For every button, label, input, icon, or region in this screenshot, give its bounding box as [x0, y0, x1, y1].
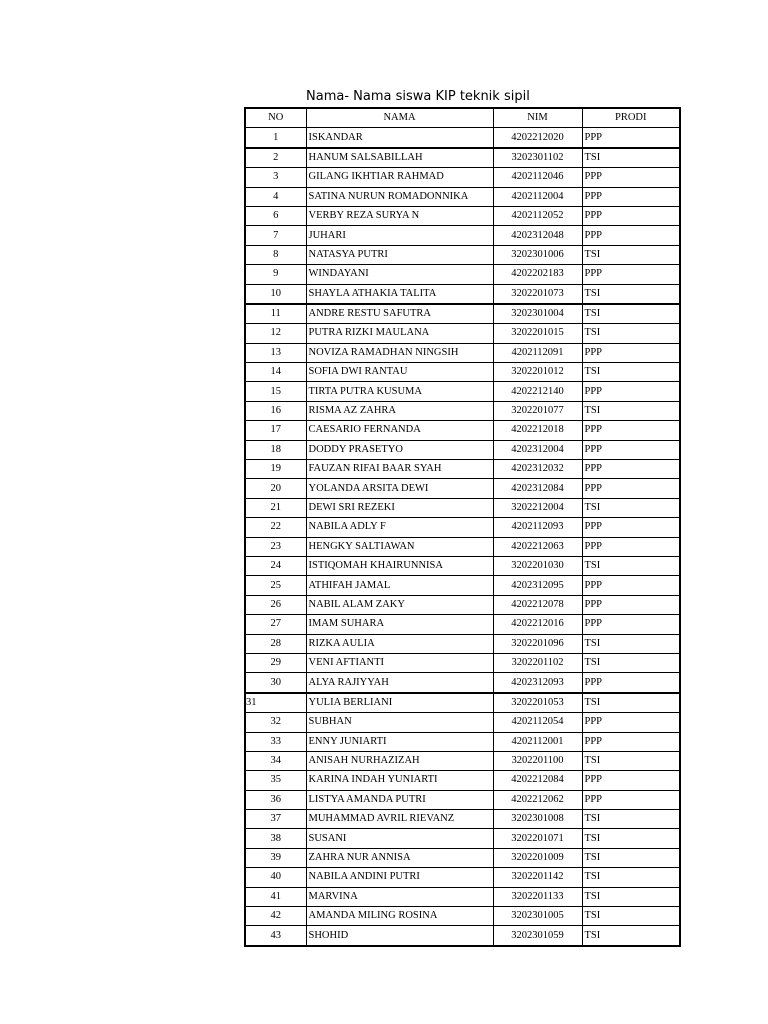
cell-prodi: TSI — [582, 926, 680, 946]
table-row — [245, 440, 680, 459]
cell-nama: NABIL ALAM ZAKY — [306, 595, 493, 614]
cell-prodi: TSI — [582, 634, 680, 653]
cell-prodi: PPP — [582, 771, 680, 790]
cell-prodi: PPP — [582, 576, 680, 595]
cell-nama: PUTRA RIZKI MAULANA — [306, 324, 493, 343]
cell-nim: 3202201102 — [493, 653, 582, 672]
cell-nim: 3202301059 — [493, 926, 582, 946]
cell-no: 18 — [245, 440, 306, 459]
cell-nama: NOVIZA RAMADHAN NINGSIH — [306, 343, 493, 362]
cell-prodi: PPP — [582, 673, 680, 693]
cell-nim: 3202212004 — [493, 498, 582, 517]
cell-prodi: PPP — [582, 460, 680, 479]
cell-nama: TIRTA PUTRA KUSUMA — [306, 382, 493, 401]
cell-nim: 3202201071 — [493, 829, 582, 848]
cell-no: 19 — [245, 460, 306, 479]
table-row — [245, 810, 680, 829]
table-row — [245, 382, 680, 401]
cell-no: 4 — [245, 187, 306, 206]
cell-nama: SUBHAN — [306, 713, 493, 732]
cell-nama: SUSANI — [306, 829, 493, 848]
table-row — [245, 790, 680, 809]
cell-no: 13 — [245, 343, 306, 362]
table-body — [245, 128, 680, 946]
table-row — [245, 284, 680, 304]
cell-nama: LISTYA AMANDA PUTRI — [306, 790, 493, 809]
cell-nim: 4202312004 — [493, 440, 582, 459]
cell-prodi: PPP — [582, 537, 680, 556]
cell-nim: 3202201030 — [493, 556, 582, 575]
cell-prodi: TSI — [582, 284, 680, 304]
cell-prodi: TSI — [582, 556, 680, 575]
table-row — [245, 615, 680, 634]
cell-nama: HENGKY SALTIAWAN — [306, 537, 493, 556]
cell-nama: SHOHID — [306, 926, 493, 946]
cell-nama: IMAM SUHARA — [306, 615, 493, 634]
cell-no: 35 — [245, 771, 306, 790]
table-row — [245, 673, 680, 693]
table-row — [245, 868, 680, 887]
table-row — [245, 128, 680, 148]
table-row — [245, 576, 680, 595]
table-row — [245, 304, 680, 324]
cell-nama: SATINA NURUN ROMADONNIKA — [306, 187, 493, 206]
cell-prodi: TSI — [582, 324, 680, 343]
cell-nim: 4202112054 — [493, 713, 582, 732]
cell-nama: DODDY PRASETYO — [306, 440, 493, 459]
cell-no: 41 — [245, 887, 306, 906]
cell-nim: 3202201015 — [493, 324, 582, 343]
cell-nim: 3202301006 — [493, 245, 582, 264]
table-row — [245, 148, 680, 168]
table-row — [245, 324, 680, 343]
cell-nama: NABILA ADLY F — [306, 518, 493, 537]
cell-no: 24 — [245, 556, 306, 575]
cell-nama: ENNY JUNIARTI — [306, 732, 493, 751]
document-title: Nama- Nama siswa KIP teknik sipil — [306, 89, 530, 104]
table-row — [245, 187, 680, 206]
cell-no: 25 — [245, 576, 306, 595]
cell-prodi: PPP — [582, 518, 680, 537]
cell-no: 32 — [245, 713, 306, 732]
cell-no: 7 — [245, 226, 306, 245]
cell-nim: 4202112093 — [493, 518, 582, 537]
table-row — [245, 713, 680, 732]
table-row — [245, 829, 680, 848]
table-row — [245, 498, 680, 517]
cell-nama: RIZKA AULIA — [306, 634, 493, 653]
cell-nim: 4202312084 — [493, 479, 582, 498]
cell-nim: 4202112091 — [493, 343, 582, 362]
cell-nim: 3202201012 — [493, 363, 582, 382]
cell-no: 27 — [245, 615, 306, 634]
cell-nim: 3202201077 — [493, 401, 582, 420]
cell-prodi: TSI — [582, 245, 680, 264]
cell-nim: 4202212063 — [493, 537, 582, 556]
table-row — [245, 226, 680, 245]
cell-nim: 3202201100 — [493, 751, 582, 770]
table-row — [245, 771, 680, 790]
cell-nim: 4202312032 — [493, 460, 582, 479]
cell-prodi: TSI — [582, 498, 680, 517]
cell-no: 9 — [245, 265, 306, 284]
cell-prodi: PPP — [582, 265, 680, 284]
cell-nama: ALYA RAJIYYAH — [306, 673, 493, 693]
cell-no: 16 — [245, 401, 306, 420]
cell-nim: 4202312095 — [493, 576, 582, 595]
cell-nama: ZAHRA NUR ANNISA — [306, 848, 493, 867]
cell-nama: WINDAYANI — [306, 265, 493, 284]
cell-nama: ISTIQOMAH KHAIRUNNISA — [306, 556, 493, 575]
cell-prodi: TSI — [582, 304, 680, 324]
cell-nim: 4202312048 — [493, 226, 582, 245]
cell-nim: 3202201009 — [493, 848, 582, 867]
cell-nim: 4202212020 — [493, 128, 582, 148]
cell-nim: 3202201096 — [493, 634, 582, 653]
cell-no: 39 — [245, 848, 306, 867]
cell-prodi: TSI — [582, 829, 680, 848]
table-row — [245, 634, 680, 653]
cell-prodi: TSI — [582, 907, 680, 926]
cell-prodi: TSI — [582, 887, 680, 906]
cell-no: 14 — [245, 363, 306, 382]
column-header-no: NO — [245, 108, 306, 128]
cell-nama: FAUZAN RIFAI BAAR SYAH — [306, 460, 493, 479]
cell-nama: ANDRE RESTU SAFUTRA — [306, 304, 493, 324]
cell-nama: GILANG IKHTIAR RAHMAD — [306, 168, 493, 187]
cell-nim: 4202112052 — [493, 206, 582, 225]
table-row — [245, 751, 680, 770]
table-row — [245, 479, 680, 498]
cell-prodi: PPP — [582, 595, 680, 614]
cell-no: 42 — [245, 907, 306, 926]
cell-no: 34 — [245, 751, 306, 770]
cell-prodi: PPP — [582, 479, 680, 498]
cell-nim: 4202212018 — [493, 421, 582, 440]
cell-nama: ISKANDAR — [306, 128, 493, 148]
cell-no: 10 — [245, 284, 306, 304]
table-row — [245, 848, 680, 867]
cell-prodi: PPP — [582, 790, 680, 809]
cell-prodi: TSI — [582, 653, 680, 672]
cell-prodi: PPP — [582, 615, 680, 634]
table-row — [245, 363, 680, 382]
cell-nim: 4202212084 — [493, 771, 582, 790]
cell-no: 21 — [245, 498, 306, 517]
table-row — [245, 518, 680, 537]
cell-nim: 4202212078 — [493, 595, 582, 614]
cell-nama: YOLANDA ARSITA DEWI — [306, 479, 493, 498]
cell-no: 20 — [245, 479, 306, 498]
table-header-row — [245, 108, 680, 128]
table-row — [245, 926, 680, 946]
cell-no: 6 — [245, 206, 306, 225]
cell-nim: 4202112046 — [493, 168, 582, 187]
cell-no: 33 — [245, 732, 306, 751]
cell-nim: 3202201073 — [493, 284, 582, 304]
cell-prodi: TSI — [582, 810, 680, 829]
table-row — [245, 401, 680, 420]
cell-prodi: PPP — [582, 713, 680, 732]
cell-no: 36 — [245, 790, 306, 809]
cell-no: 2 — [245, 148, 306, 168]
cell-prodi: PPP — [582, 421, 680, 440]
table-row — [245, 653, 680, 672]
cell-prodi: TSI — [582, 868, 680, 887]
table-row — [245, 421, 680, 440]
cell-no: 1 — [245, 128, 306, 148]
cell-nama: ANISAH NURHAZIZAH — [306, 751, 493, 770]
cell-no: 37 — [245, 810, 306, 829]
cell-nama: MARVINA — [306, 887, 493, 906]
cell-nama: AMANDA MILING ROSINA — [306, 907, 493, 926]
cell-no: 22 — [245, 518, 306, 537]
table-row — [245, 265, 680, 284]
cell-nim: 4202212016 — [493, 615, 582, 634]
cell-no: 29 — [245, 653, 306, 672]
cell-nama: HANUM SALSABILLAH — [306, 148, 493, 168]
cell-nama: YULIA BERLIANI — [306, 693, 493, 713]
cell-no: 26 — [245, 595, 306, 614]
cell-no: 3 — [245, 168, 306, 187]
cell-nama: VERBY REZA SURYA N — [306, 206, 493, 225]
cell-nim: 4202202183 — [493, 265, 582, 284]
cell-no: 17 — [245, 421, 306, 440]
table-row — [245, 206, 680, 225]
cell-no: 12 — [245, 324, 306, 343]
cell-no: 38 — [245, 829, 306, 848]
cell-nim: 4202112001 — [493, 732, 582, 751]
cell-prodi: TSI — [582, 401, 680, 420]
cell-nim: 3202301102 — [493, 148, 582, 168]
cell-nim: 4202112004 — [493, 187, 582, 206]
cell-prodi: PPP — [582, 226, 680, 245]
table-row — [245, 460, 680, 479]
cell-nama: JUHARI — [306, 226, 493, 245]
cell-nama: MUHAMMAD AVRIL RIEVANZ — [306, 810, 493, 829]
student-table — [244, 107, 681, 947]
table-row — [245, 556, 680, 575]
cell-prodi: PPP — [582, 187, 680, 206]
cell-prodi: PPP — [582, 440, 680, 459]
cell-prodi: TSI — [582, 848, 680, 867]
cell-nim: 3202201133 — [493, 887, 582, 906]
column-header-prodi: PRODI — [582, 108, 680, 128]
cell-prodi: PPP — [582, 382, 680, 401]
table-row — [245, 245, 680, 264]
cell-nama: SHAYLA ATHAKIA TALITA — [306, 284, 493, 304]
cell-nama: KARINA INDAH YUNIARTI — [306, 771, 493, 790]
cell-nim: 3202201053 — [493, 693, 582, 713]
column-header-nim: NIM — [493, 108, 582, 128]
cell-prodi: PPP — [582, 732, 680, 751]
table-row — [245, 907, 680, 926]
table-row — [245, 693, 680, 713]
cell-prodi: TSI — [582, 693, 680, 713]
table-row — [245, 537, 680, 556]
cell-no: 23 — [245, 537, 306, 556]
table-row — [245, 887, 680, 906]
cell-nama: NATASYA PUTRI — [306, 245, 493, 264]
cell-nama: CAESARIO FERNANDA — [306, 421, 493, 440]
cell-prodi: TSI — [582, 363, 680, 382]
cell-no: 8 — [245, 245, 306, 264]
cell-prodi: PPP — [582, 343, 680, 362]
cell-no: 28 — [245, 634, 306, 653]
cell-no: 31 — [245, 693, 306, 713]
cell-nama: NABILA ANDINI PUTRI — [306, 868, 493, 887]
cell-prodi: TSI — [582, 751, 680, 770]
cell-nim: 3202301008 — [493, 810, 582, 829]
table-row — [245, 595, 680, 614]
cell-nim: 4202212062 — [493, 790, 582, 809]
table-row — [245, 168, 680, 187]
column-header-nama: NAMA — [306, 108, 493, 128]
cell-prodi: PPP — [582, 168, 680, 187]
cell-nama: RISMA AZ ZAHRA — [306, 401, 493, 420]
cell-no: 30 — [245, 673, 306, 693]
cell-nama: ATHIFAH JAMAL — [306, 576, 493, 595]
cell-nim: 3202301004 — [493, 304, 582, 324]
cell-prodi: PPP — [582, 128, 680, 148]
cell-nama: SOFIA DWI RANTAU — [306, 363, 493, 382]
cell-prodi: PPP — [582, 206, 680, 225]
cell-prodi: TSI — [582, 148, 680, 168]
cell-nim: 3202301005 — [493, 907, 582, 926]
table-row — [245, 343, 680, 362]
cell-nim: 4202312093 — [493, 673, 582, 693]
cell-no: 40 — [245, 868, 306, 887]
cell-no: 15 — [245, 382, 306, 401]
cell-nama: DEWI SRI REZEKI — [306, 498, 493, 517]
cell-nim: 4202212140 — [493, 382, 582, 401]
table-row — [245, 732, 680, 751]
cell-nama: VENI AFTIANTI — [306, 653, 493, 672]
cell-nim: 3202201142 — [493, 868, 582, 887]
cell-no: 11 — [245, 304, 306, 324]
cell-no: 43 — [245, 926, 306, 946]
